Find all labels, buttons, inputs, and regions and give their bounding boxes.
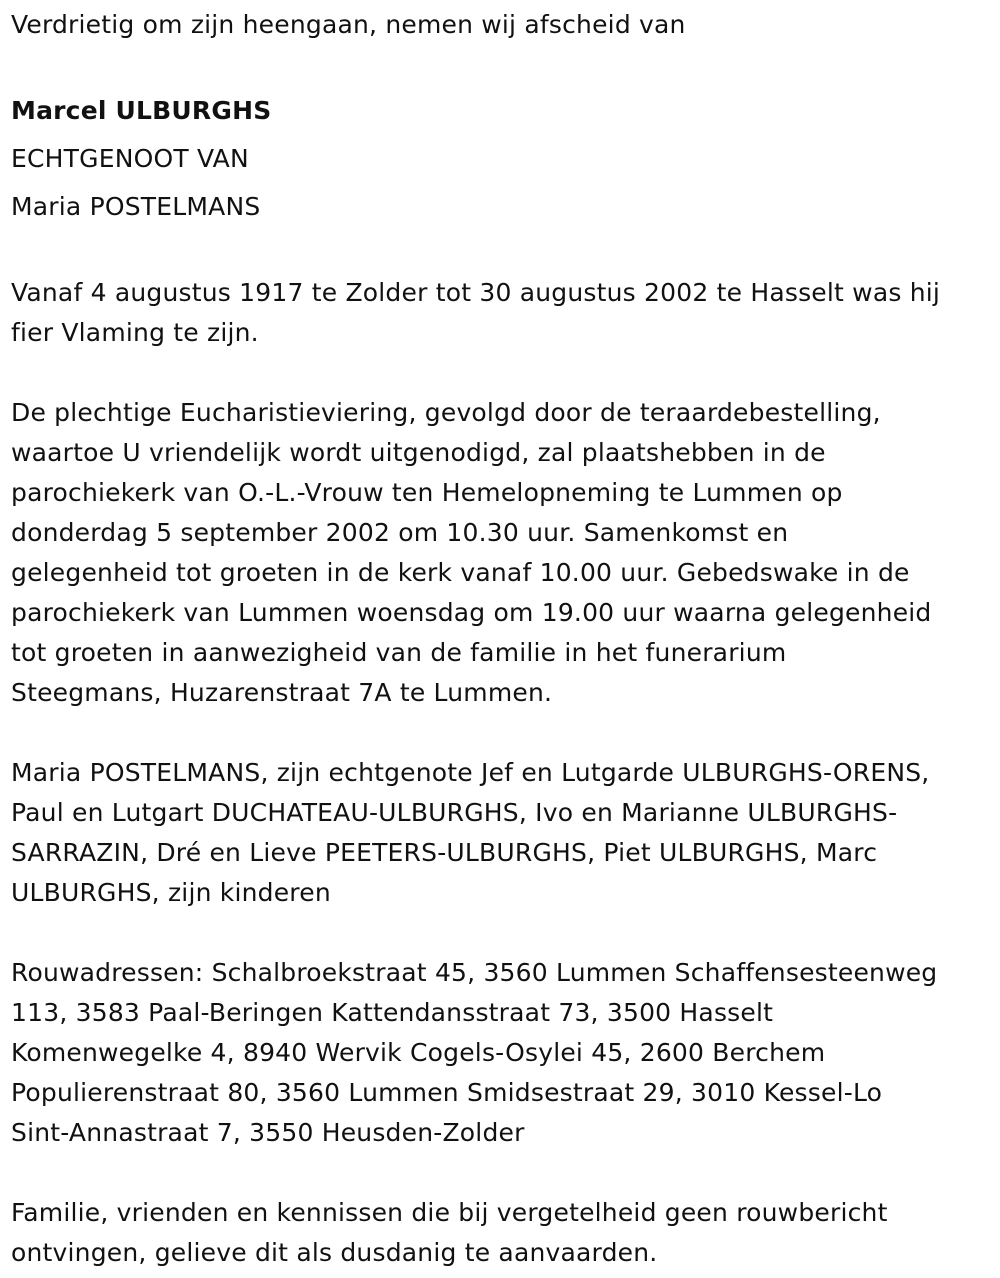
paragraph-line: SARRAZIN, Dré en Lieve PEETERS-ULBURGHS, Piet ULBURGHS, Marc xyxy=(11,838,878,867)
paragraph-line: waartoe U vriendelijk wordt uitgenodigd, zal plaatshebben in de xyxy=(11,438,826,467)
intro-text: Verdrietig om zijn heengaan, nemen wij afscheid van xyxy=(11,10,686,39)
deceased-name: Marcel ULBURGHS xyxy=(11,96,272,125)
relation-label: ECHTGENOOT VAN xyxy=(11,144,249,173)
family-paragraph xyxy=(11,753,989,913)
paragraph-line: ULBURGHS, zijn kinderen xyxy=(11,878,331,907)
paragraph-line: parochiekerk van Lummen woensdag om 19.00 uur waarna gelegenheid xyxy=(11,598,932,627)
paragraph-line: parochiekerk van O.-L.-Vrouw ten Hemelopneming te Lummen op xyxy=(11,478,843,507)
obituary-notice xyxy=(11,0,989,1273)
paragraph-line: tot groeten in aanwezigheid van de familie in het funerarium xyxy=(11,638,787,667)
paragraph-line: Familie, vrienden en kennissen die bij vergetelheid geen rouwbericht xyxy=(11,1198,888,1227)
paragraph-line: Paul en Lutgart DUCHATEAU-ULBURGHS, Ivo en Marianne ULBURGHS- xyxy=(11,798,898,827)
paragraph-line: Vanaf 4 augustus 1917 te Zolder tot 30 augustus 2002 te Hasselt was hij xyxy=(11,278,941,307)
paragraph-line: 113, 3583 Paal-Beringen Kattendansstraat 73, 3500 Hasselt xyxy=(11,998,774,1027)
paragraph-line: fier Vlaming te zijn. xyxy=(11,318,259,347)
paragraph-line: donderdag 5 september 2002 om 10.30 uur. Samenkomst en xyxy=(11,518,789,547)
paragraph-line: Rouwadressen: Schalbroekstraat 45, 3560 Lummen Schaffensesteenweg xyxy=(11,958,938,987)
paragraph-line: Maria POSTELMANS, zijn echtgenote Jef en Lutgarde ULBURGHS-ORENS, xyxy=(11,758,930,787)
paragraph-line: ontvingen, gelieve dit als dusdanig te aanvaarden. xyxy=(11,1238,658,1267)
closing-paragraph xyxy=(11,1193,989,1273)
addresses-paragraph xyxy=(11,953,989,1153)
spouse-name: Maria POSTELMANS xyxy=(11,192,261,221)
ceremony-paragraph xyxy=(11,393,989,713)
paragraph-line: Steegmans, Huzarenstraat 7A te Lummen. xyxy=(11,678,553,707)
paragraph-line: gelegenheid tot groeten in de kerk vanaf 10.00 uur. Gebedswake in de xyxy=(11,558,910,587)
paragraph-line: Komenwegelke 4, 8940 Wervik Cogels-Osylei 45, 2600 Berchem xyxy=(11,1038,826,1067)
paragraph-line: De plechtige Eucharistieviering, gevolgd door de teraardebestelling, xyxy=(11,398,881,427)
life-paragraph xyxy=(11,273,989,353)
paragraph-line: Sint-Annastraat 7, 3550 Heusden-Zolder xyxy=(11,1118,525,1147)
paragraph-line: Populierenstraat 80, 3560 Lummen Smidsestraat 29, 3010 Kessel-Lo xyxy=(11,1078,883,1107)
